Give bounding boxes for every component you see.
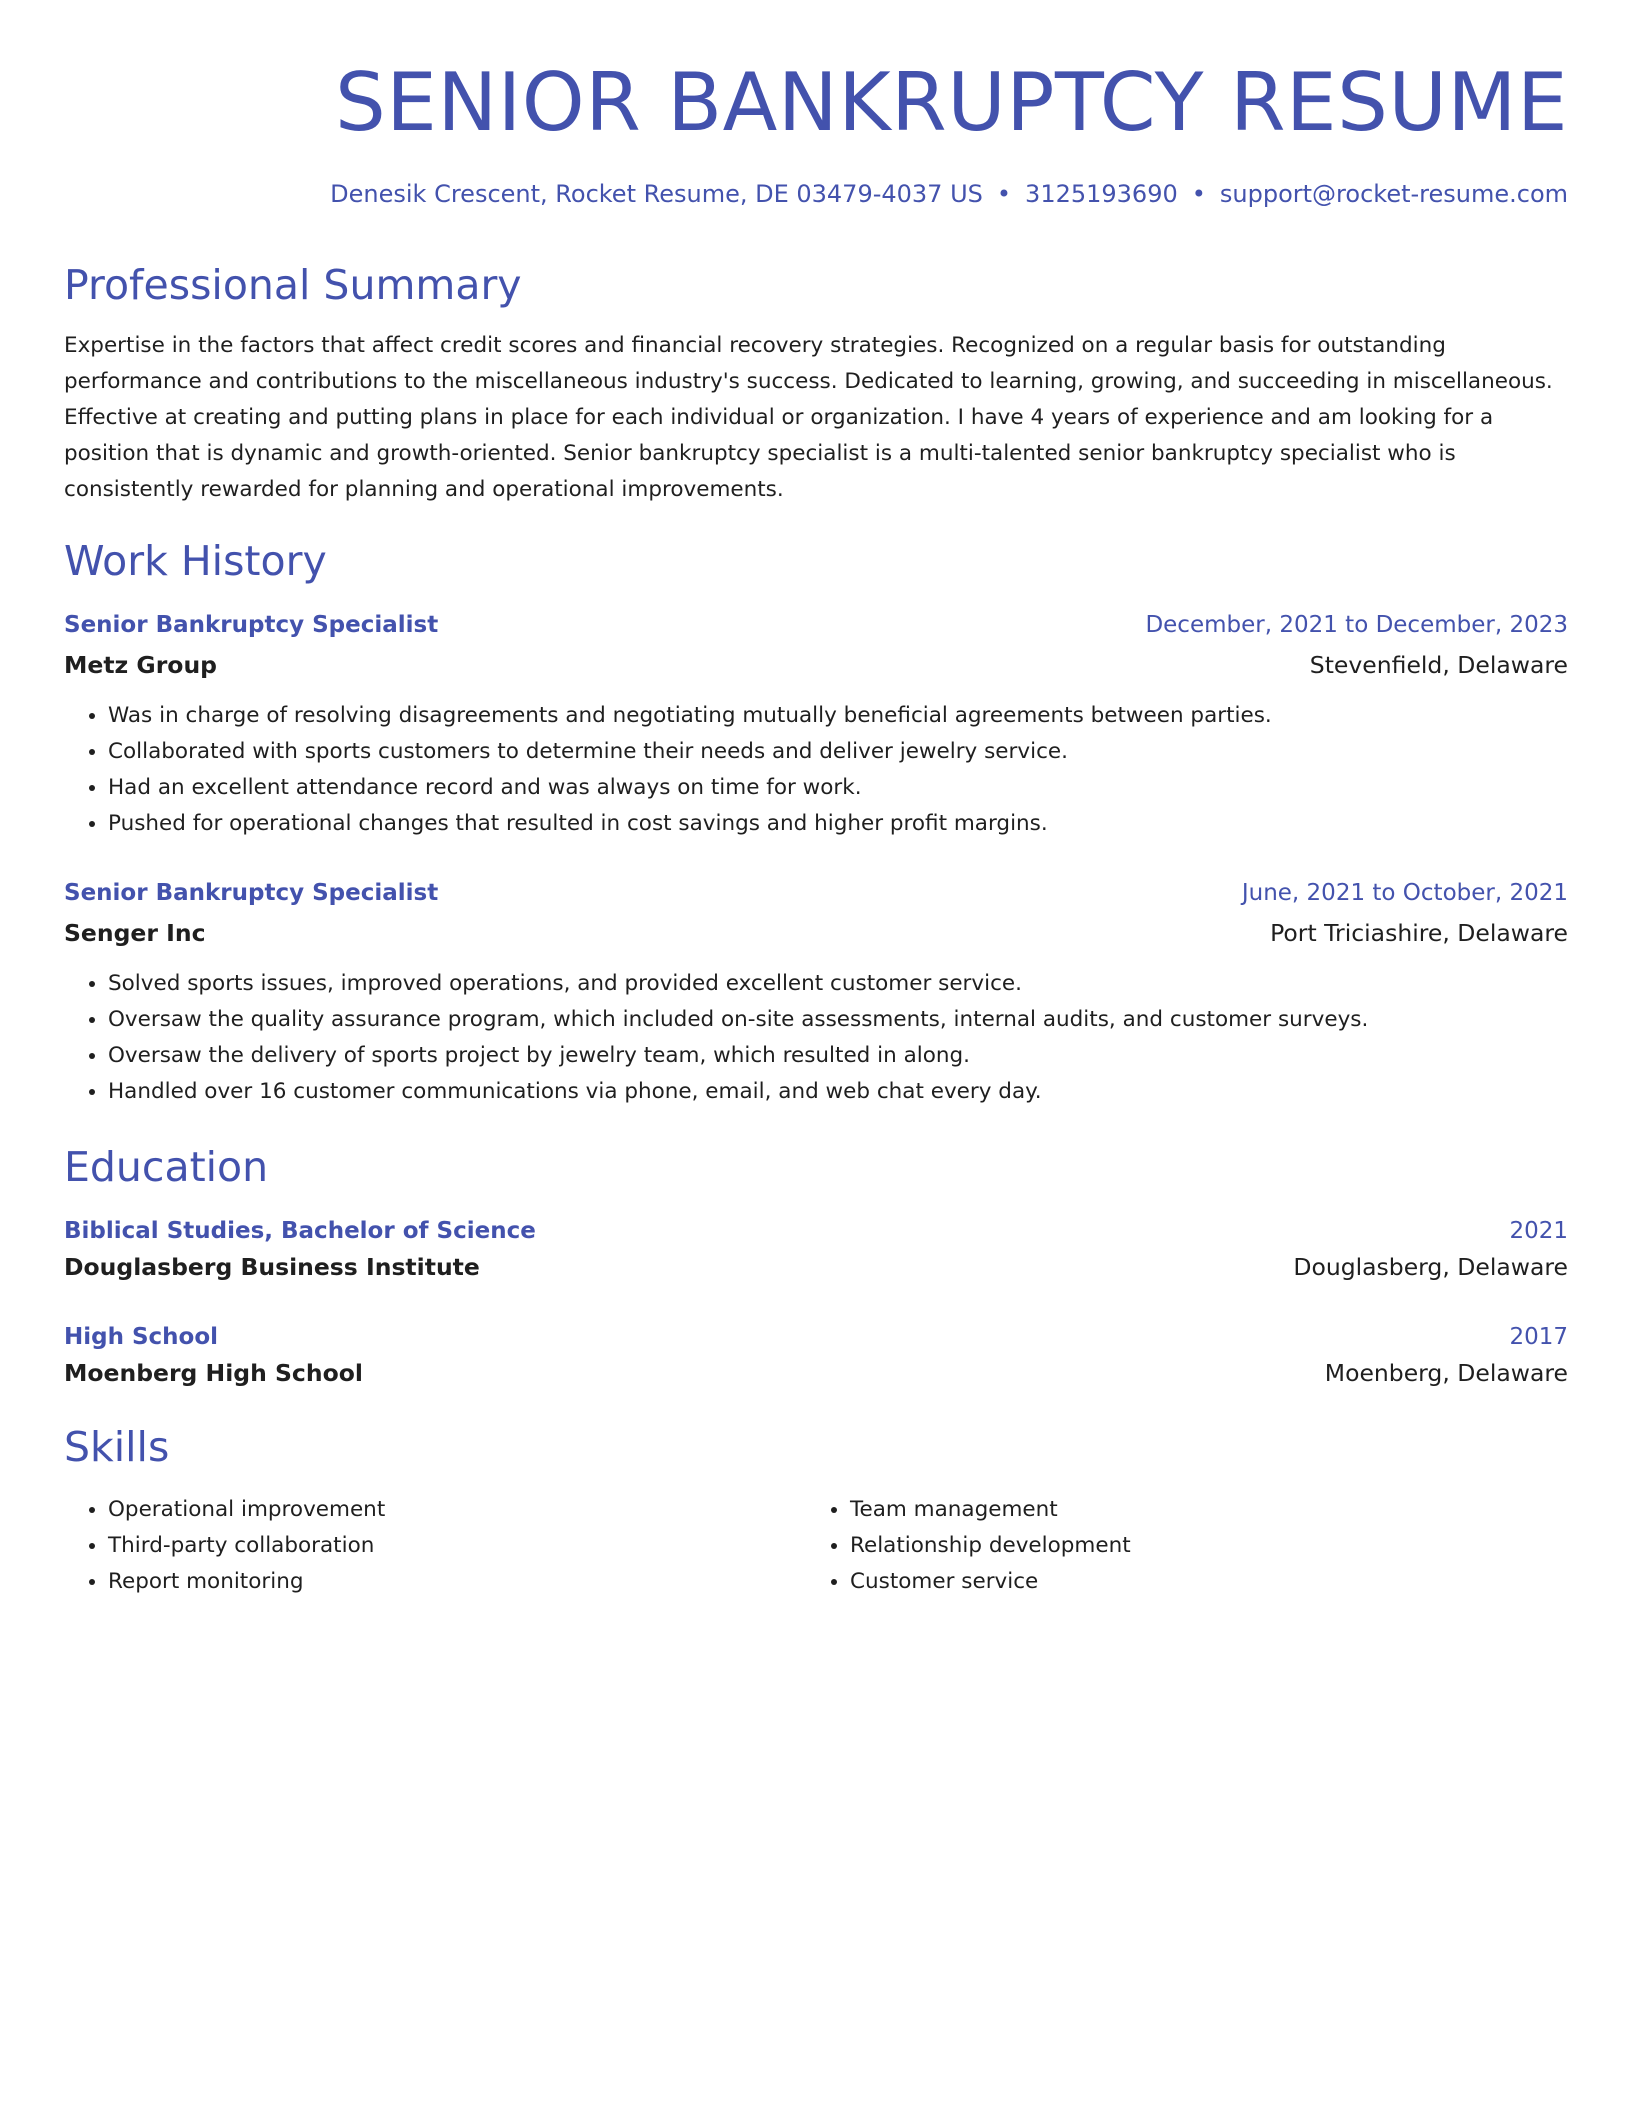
contact-address: Denesik Crescent, Rocket Resume, DE 03479-4037 US	[330, 180, 983, 208]
education-header-row	[64, 1214, 1568, 1248]
skill-item: • Relationship development	[850, 1528, 1568, 1564]
job-bullet: • Pushed for operational changes that resulted in cost savings and higher profit margins.	[108, 806, 1568, 842]
skill-item: • Report monitoring	[108, 1564, 806, 1600]
contact-separator: •	[996, 180, 1012, 208]
education-school: Moenberg High School	[64, 1359, 363, 1387]
education-location: Moenberg, Delaware	[1324, 1359, 1568, 1387]
job-bullet: • Had an excellent attendance record and was always on time for work.	[108, 770, 1568, 806]
work-history-heading: Work History	[64, 537, 327, 585]
summary-heading: Professional Summary	[64, 261, 522, 309]
job-bullet: • Oversaw the quality assurance program, which included on-site assessments, internal audits, and customer surveys.	[108, 1002, 1568, 1038]
skill-item: • Operational improvement	[108, 1492, 806, 1528]
job-location: Stevenfield, Delaware	[1309, 651, 1568, 679]
education-degree: Biblical Studies, Bachelor of Science	[64, 1218, 536, 1244]
job-entry	[64, 608, 1568, 842]
job-bullet: • Oversaw the delivery of sports project by jewelry team, which resulted in along.	[108, 1038, 1568, 1074]
job-bullets	[64, 966, 1568, 1110]
job-entry	[64, 876, 1568, 1110]
contact-line	[64, 178, 1568, 210]
resume-title: SENIOR BANKRUPTCY RESUME	[334, 56, 1568, 149]
job-header-row	[64, 608, 1568, 642]
contact-separator: •	[1191, 180, 1206, 208]
summary-text: Expertise in the factors that affect credit scores and financial recovery strategies. Recognized on a regular basis for outstanding performance and contributions to the miscellaneous industry's success. Dedicated to learning, growing, and succeeding in miscellaneous. Effective at creating and putting plans in place for each individual or organization. I have 4 years of experience and am looking for a position that is dynamic and growth-oriented. Senior bankruptcy specialist is a multi-talented senior bankruptcy specialist who is consistently rewarded for planning and operational improvements.	[64, 333, 1553, 502]
job-dates: June, 2021 to October, 2021	[1241, 880, 1568, 906]
education-header-row	[64, 1320, 1568, 1354]
job-title: Senior Bankruptcy Specialist	[64, 880, 439, 906]
resume-page	[64, 0, 1568, 1600]
job-bullets	[64, 698, 1568, 842]
education-entry	[64, 1214, 1568, 1284]
job-bullet: • Was in charge of resolving disagreements and negotiating mutually beneficial agreements between parties.	[108, 698, 1568, 734]
skill-item: • Customer service	[850, 1564, 1568, 1600]
job-title: Senior Bankruptcy Specialist	[64, 612, 439, 638]
skill-item: • Third-party collaboration	[108, 1528, 806, 1564]
job-location: Port Triciashire, Delaware	[1270, 919, 1568, 947]
skills-heading: Skills	[64, 1423, 170, 1471]
job-company-row	[64, 648, 1568, 682]
contact-email: support@rocket-resume.com	[1219, 180, 1568, 208]
education-school-row	[64, 1356, 1568, 1390]
education-entry	[64, 1320, 1568, 1390]
job-company-row	[64, 916, 1568, 950]
education-school-row	[64, 1250, 1568, 1284]
skills-column-right	[806, 1492, 1568, 1600]
skill-item: • Team management	[850, 1492, 1568, 1528]
job-company: Metz Group	[64, 651, 217, 679]
contact-phone: 3125193690	[1025, 180, 1178, 208]
education-degree: High School	[64, 1324, 219, 1350]
education-heading: Education	[64, 1143, 269, 1191]
education-year: 2021	[1509, 1218, 1568, 1244]
job-dates: December, 2021 to December, 2023	[1145, 612, 1568, 638]
education-location: Douglasberg, Delaware	[1293, 1253, 1568, 1281]
skills-column-left	[64, 1492, 806, 1600]
education-year: 2017	[1509, 1324, 1568, 1350]
job-header-row	[64, 876, 1568, 910]
job-bullet: • Solved sports issues, improved operations, and provided excellent customer service.	[108, 966, 1568, 1002]
job-bullet: • Handled over 16 customer communications via phone, email, and web chat every day.	[108, 1074, 1568, 1110]
skills-list	[64, 1492, 1568, 1600]
job-bullet: • Collaborated with sports customers to determine their needs and deliver jewelry service.	[108, 734, 1568, 770]
job-company: Senger Inc	[64, 919, 206, 947]
education-school: Douglasberg Business Institute	[64, 1253, 480, 1281]
